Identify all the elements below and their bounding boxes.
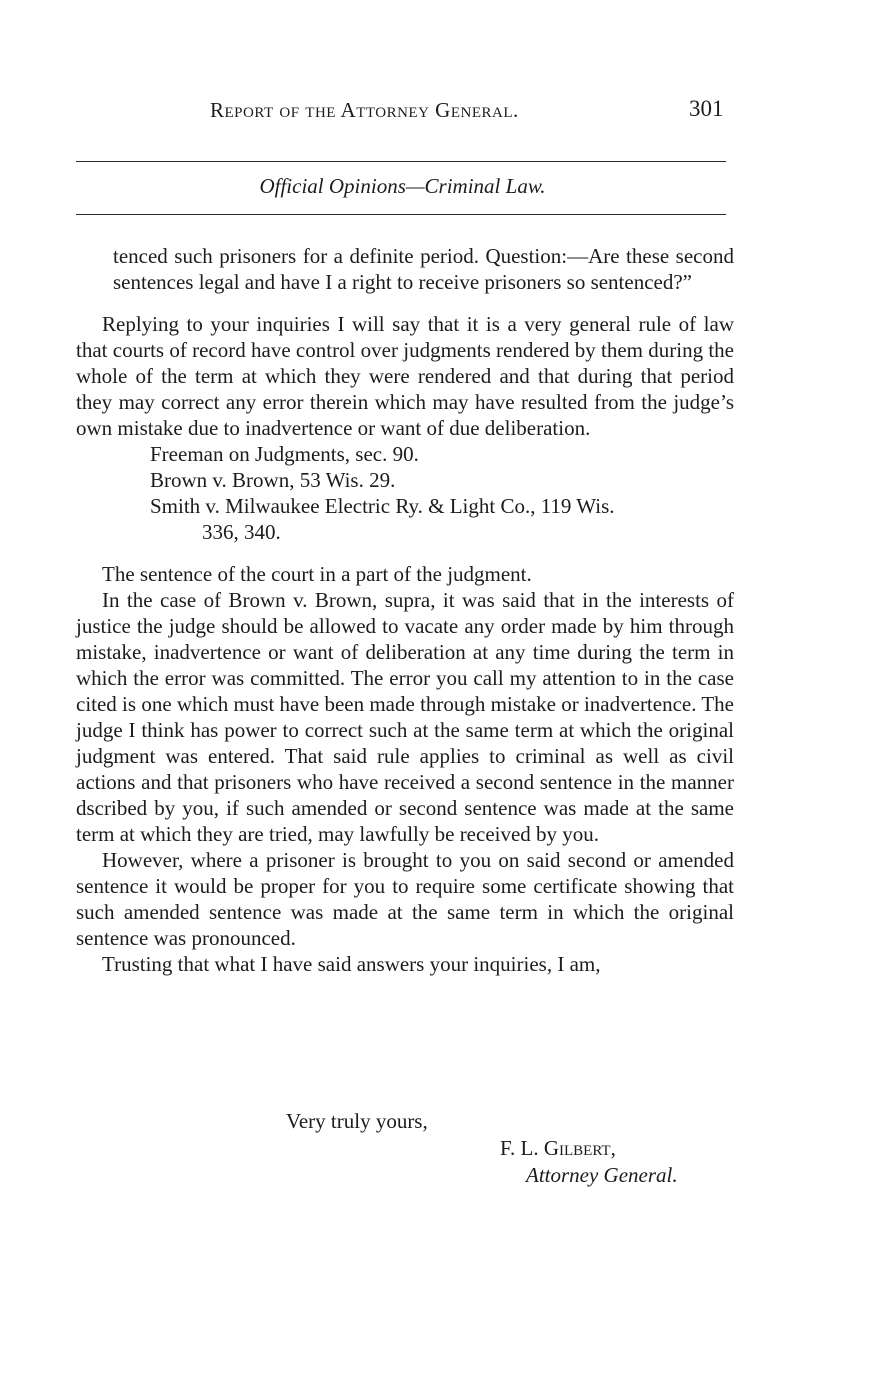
citation: Smith v. Milwaukee Electric Ry. & Light Co., 119 Wis. [150, 494, 615, 518]
paragraph: The sentence of the court in a part of the judgment. [102, 562, 532, 586]
paragraph: In the case of Brown v. Brown, supra, it was said that in the interests of justice the judge should be allowed to vacate any order made by him through mistake, inadvertence or want of deliberation at any time during the term in which the error was committed. The error you call my attention to in the case cited is one which must have been made through mistake or inadvertence. The judge I think has power to correct such at the same term at which the original judgment was entered. That said rule applies to criminal as well as civil actions and that prisoners who have received a second sentence in the manner dscribed by you, if such amended or second sentence was made at the same term at which they are tried, may lawfully be received by you. [76, 588, 734, 846]
citation: Freeman on Judgments, sec. 90. [150, 442, 419, 466]
paragraph: However, where a prisoner is brought to you on said second or amended sentence it would be proper for you to require some certificate showing that such amended sentence was made at the same term in which the original sentence was pronounced. [76, 848, 734, 950]
page-header [0, 98, 883, 132]
paragraph: Replying to your inquiries I will say that it is a very general rule of law that courts of record have control over judgments rendered by them during the whole of the term at which they were rendered and that during that period they may correct any error therein which may have resulted from the judge’s own mistake due to inadvertence or want of due deliberation. [76, 312, 734, 440]
quote-continuation: tenced such prisoners for a definite period. Question:—Are these second sentences legal and have I a right to receive prisoners so sentenced?” [113, 244, 734, 294]
paragraph: Trusting that what I have said answers your inquiries, I am, [102, 952, 601, 976]
running-title: Report of the Attorney General. [210, 98, 519, 122]
top-rule [76, 161, 726, 162]
body-text [76, 243, 734, 977]
citation: Brown v. Brown, 53 Wis. 29. [150, 468, 396, 492]
signer-title: Attorney General. [526, 1163, 678, 1187]
closing: Very truly yours, [286, 1109, 428, 1133]
section-title: Official Opinions—Criminal Law. [259, 174, 546, 198]
page-number: 301 [689, 96, 724, 121]
bottom-rule [76, 214, 726, 215]
signer-name: F. L. Gilbert, [500, 1136, 616, 1160]
citation-continuation: 336, 340. [202, 520, 281, 544]
citation-list [150, 441, 734, 545]
